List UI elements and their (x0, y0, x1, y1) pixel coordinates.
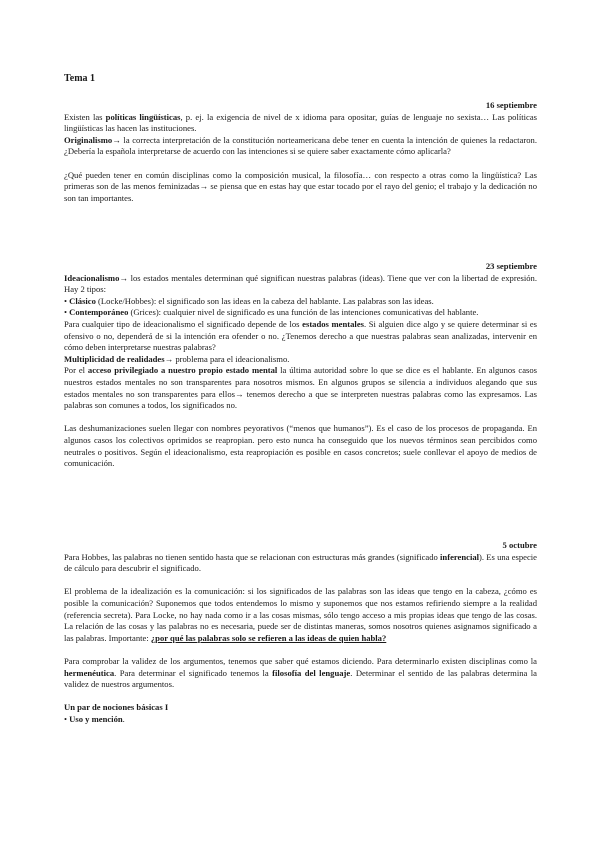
section-23-septiembre (64, 261, 537, 470)
list-item: • Uso y mención. (64, 713, 125, 724)
page-title: Tema 1 (64, 73, 96, 84)
paragraph: Originalismo→ la correcta interpretación de la constitución norteamericana debe tener en cuenta la intención de quienes la redactaron. ¿Debería la española interpretarse de acuerdo con las intenciones si se quiere saber exactamente cómo aplicarla? (64, 134, 537, 157)
paragraph: Ideacionalismo→ los estados mentales determinan qué significan nuestras palabras (ideas). Tiene que ver con la libertad de expresión. Hay 2 tipos: (64, 272, 537, 295)
paragraph: Por el acceso privilegiado a nuestro propio estado mental la última autoridad sobre lo que se dice es el hablante. En algunos casos nuestros estados mentales no son transparentes para nosotros mismos. En algunos grupos se silencia a individuos alegando que sus estados mentales no son transparentes para ellos→ tenemos derecho a que se interpreten nuestras palabras como las expresamos. Las palabras son comunes a todos, los significados no. (64, 365, 538, 411)
section-date: 5 octubre (502, 540, 537, 550)
paragraph: Para cualquier tipo de ideacionalismo el significado depende de los estados mentales. Si alguien dice algo y se quiere determinar si es ofensivo o no, dependerá de si la intención era ofender o no. ¿Tenemos derecho a que nuestras palabras sean analizadas, intervenir en cómo deben interpretarse nuestras palabras? (64, 318, 537, 353)
paragraph: Para Hobbes, las palabras no tienen sentido hasta que se relacionan con estructuras más grandes (significado inferencial). Es una especie de cálculo para descubrir el significado. (64, 551, 537, 574)
paragraph: ¿Qué pueden tener en común disciplinas como la composición musical, la filosofía… con respecto a otras como la lingüística? Las primeras son de las menos feminizadas→ se piensa que en estas hay que estar tocado por el rayo del genio; el trabajo y la dedicación no son tan importantes. (64, 169, 537, 203)
list-item: • Clásico (Locke/Hobbes): el significado son las ideas en la cabeza del hablante. Las palabras son las ideas. (64, 295, 434, 306)
list-item: • Contemporáneo (Grices): cualquier nivel de significado es una función de las intenciones comunicativas del hablante. (64, 307, 479, 318)
paragraph: Las deshumanizaciones suelen llegar con nombres peyorativos (“menos que humanos”). Es el caso de los procesos de propaganda. En algunos casos los colectivos oprimidos se reapropian. pero esto nunca ha conseguido que los nuevos términos sean percibidos como neutrales o positivos. Según el ideacionalismo, esta reapropiación es posible en casos concretos; suele conllevar el apoyo de medios de comunicación. (64, 423, 537, 469)
paragraph: Existen las políticas lingüísticas, p. ej. la exigencia de nivel de x idioma para opositar, guías de lenguaje no sexista… Las políticas lingüísticas las hacen las instituciones. (64, 111, 537, 134)
section-heading: Un par de nociones básicas I (64, 702, 169, 713)
section-5-octubre (64, 540, 537, 726)
paragraph: El problema de la idealización es la comunicación: si los significados de las palabras son las ideas que tengo en la cabeza, ¿cómo es posible la comunicación? Suponemos que todos entendemos lo mismo y suponemos que nos estamos refiriendo siempre a la realidad (referencia secreta). Para Locke, no hay nada como ir a las cosas mismas, sólo tengo acceso a mis propias ideas que tengo de las cosas. La relación de las cosas y las palabras no es necesaria, puede ser de distintas maneras, somos nosotros quienes asignamos significado a las palabras. Importante: ¿por qué las palabras solo se refieren a las ideas de quien habla? (64, 586, 537, 643)
section-16-septiembre (64, 100, 537, 204)
paragraph: Para comprobar la validez de los argumentos, tenemos que saber qué estamos diciendo. Para determinarlo existen disciplinas como la hermenéutica. Para determinar el significado tenemos la filosofía del lenguaje. Determinar el sentido de las palabras determina la validez de nuestros argumentos. (64, 655, 537, 690)
paragraph: Multiplicidad de realidades→ problema para el ideacionalismo. (64, 353, 290, 364)
section-date: 16 septiembre (485, 100, 537, 110)
section-date: 23 septiembre (485, 261, 537, 271)
